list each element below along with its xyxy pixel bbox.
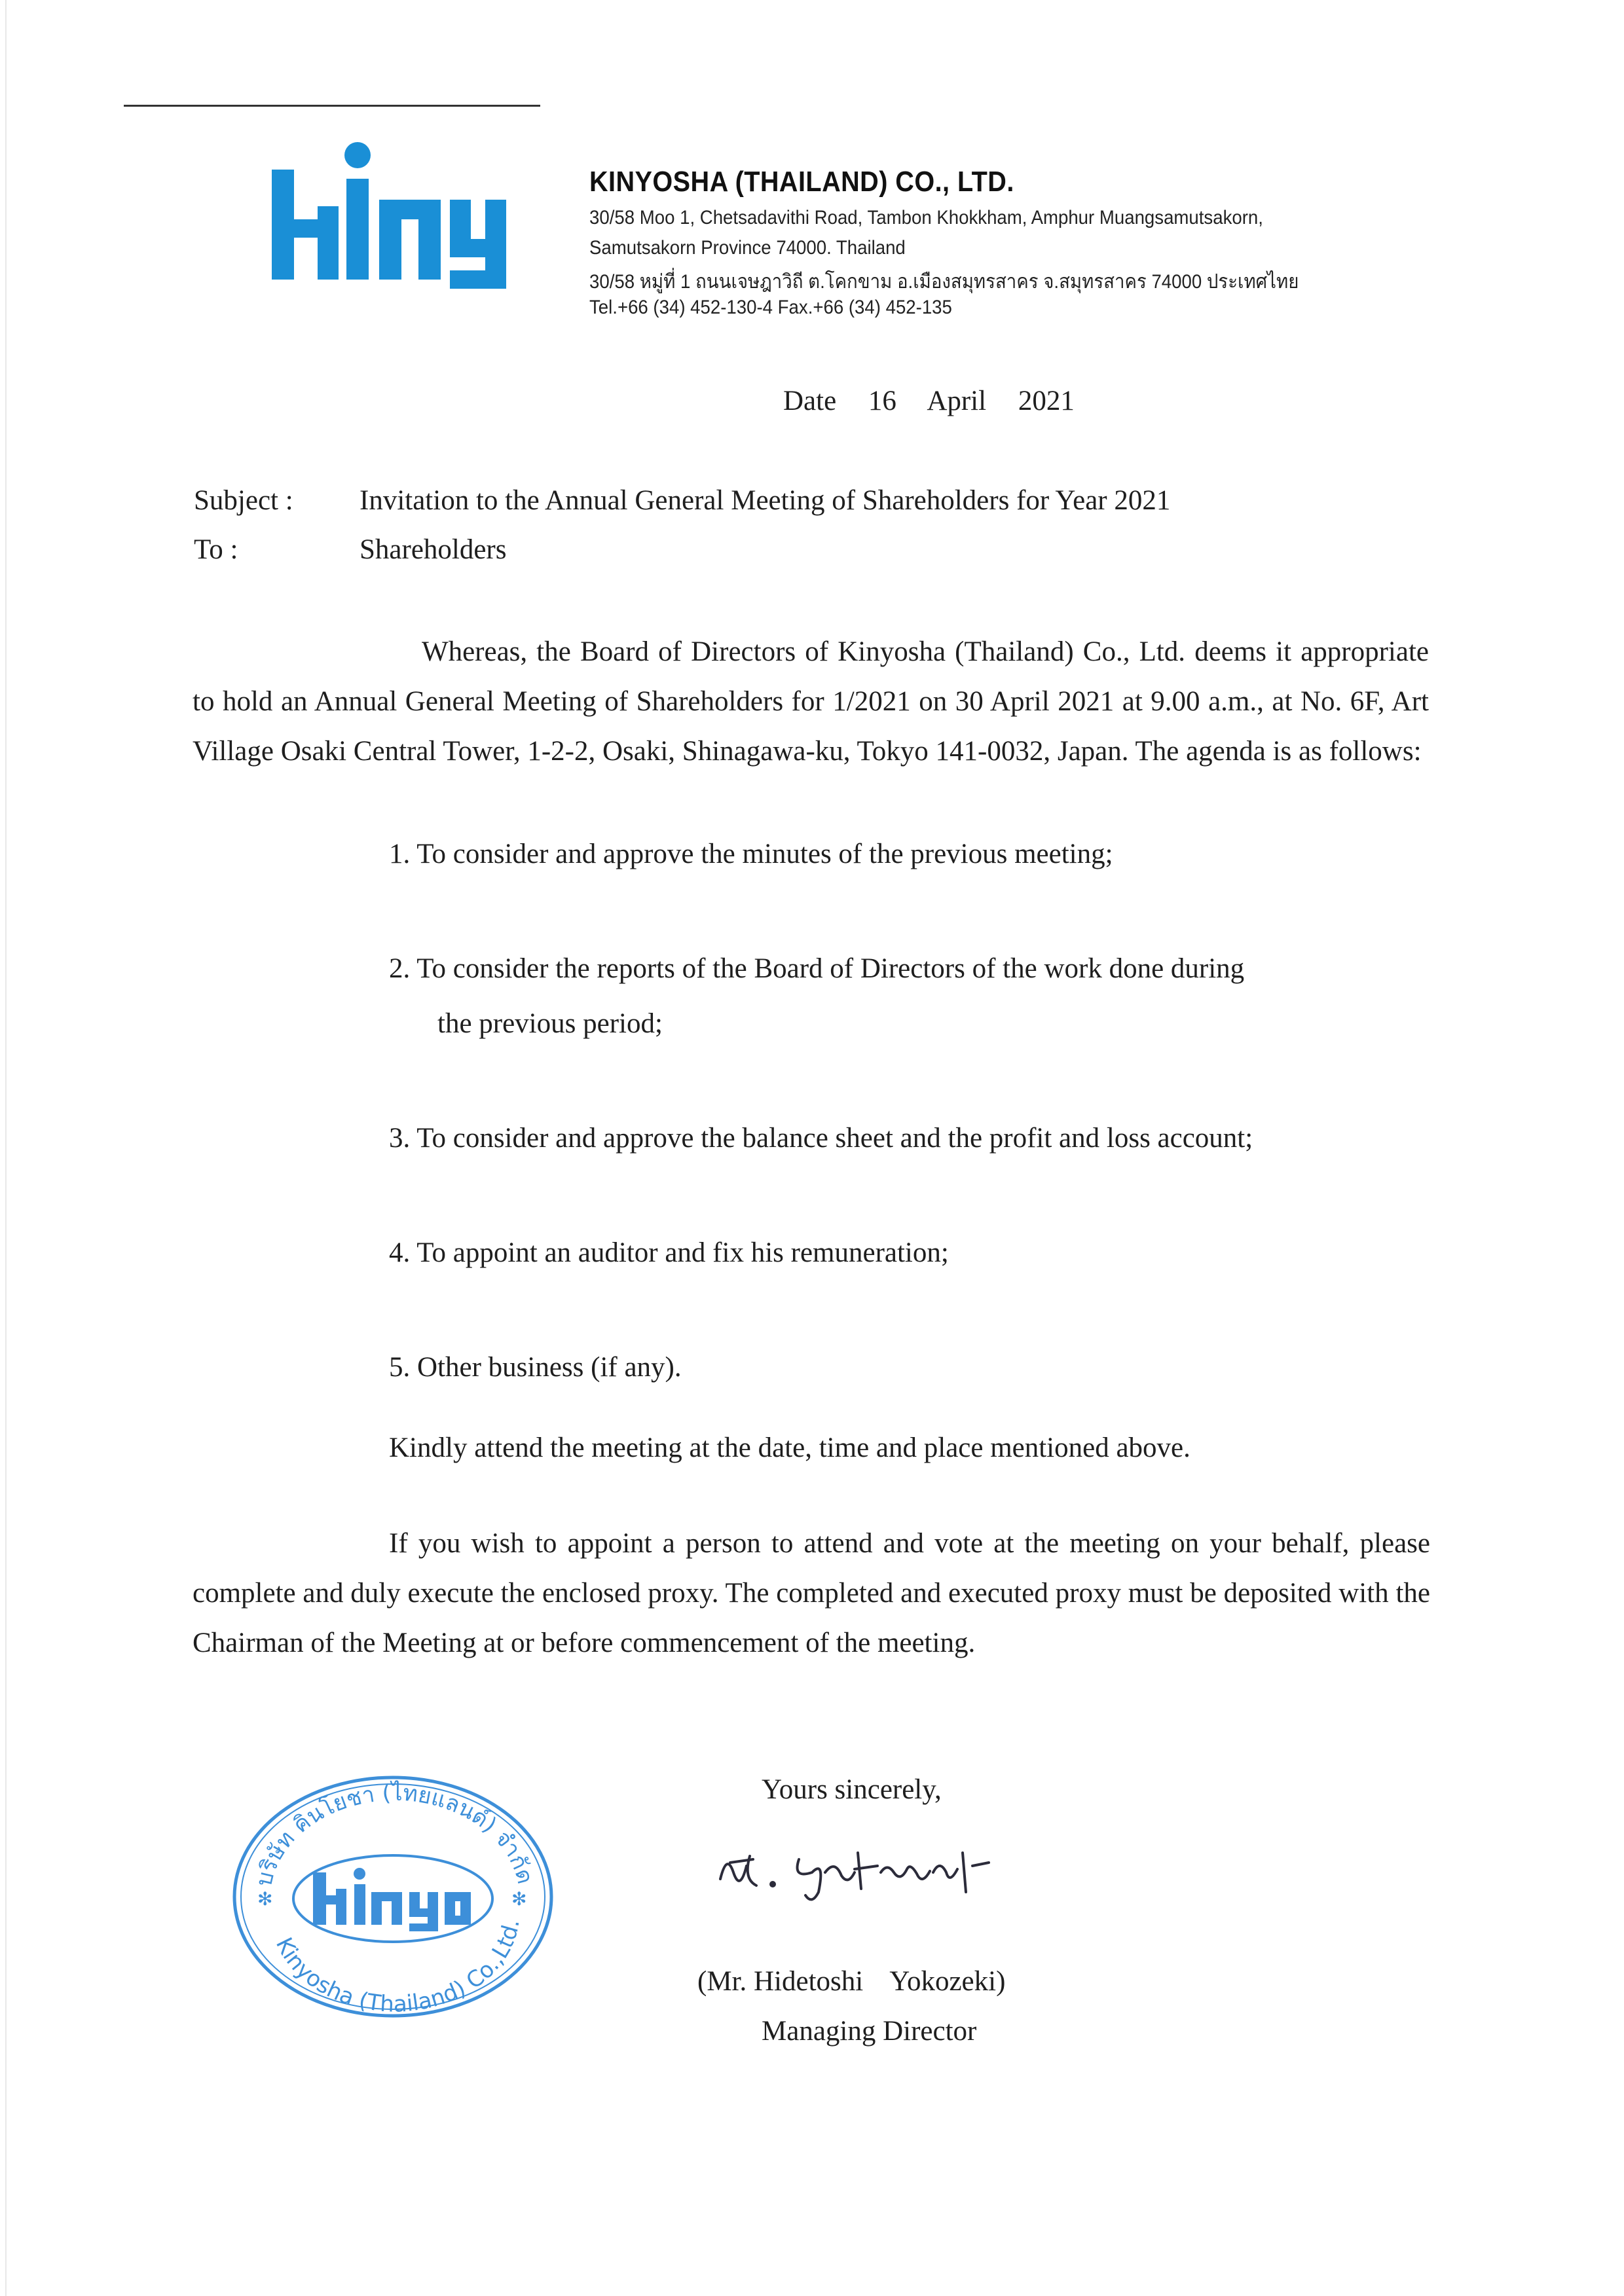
- date-year: 2021: [1018, 386, 1075, 416]
- address-line-1: 30/58 Moo 1, Chetsadavithi Road, Tambon Khokkham, Amphur Muangsamutsakorn,: [589, 207, 1263, 228]
- svg-text:✻: ✻: [257, 1888, 273, 1910]
- scan-edge-line: [5, 0, 7, 2296]
- address-line-thai: 30/58 หมู่ที่ 1 ถนนเจษฎาวิถี ต.โคกขาม อ.เมืองสมุทรสาคร จ.สมุทรสาคร 74000 ประเทศไทย: [589, 271, 1299, 293]
- date-day: 16: [868, 386, 896, 416]
- seal-bottom-text: Kinyosha (Thailand) Co.,Ltd.: [270, 1918, 525, 2018]
- date-month: April: [927, 386, 987, 416]
- intro-text: Whereas, the Board of Directors of Kinyosha (Thailand) Co., Ltd. deems it appropriate to hold an Annual General Meeting of Shareholders for 1/2021 on 30 April 2021 at 9.00 a.m., at No. 6F, Art Village Osaki Central Tower, 1-2-2, Osaki, Shinagawa-ku, Tokyo 141-0032, Japan. The agenda is as follows:: [193, 636, 1429, 767]
- agenda-item-5: 5. Other business (if any).: [389, 1352, 682, 1383]
- agenda-item-2-cont: the previous period;: [437, 1008, 663, 1039]
- signatory-name-last: Yokozeki): [889, 1966, 1006, 1997]
- signature: [714, 1833, 995, 1905]
- proxy-text: If you wish to appoint a person to attend and vote at the meeting on your behalf, please complete and duly execute the enclosed proxy. The completed and executed proxy must be deposited with the Chairman of the Meeting at or before commencement of the meeting.: [193, 1528, 1430, 1658]
- attend-note: Kindly attend the meeting at the date, time and place mentioned above.: [389, 1432, 1190, 1463]
- intro-paragraph: [193, 627, 1429, 776]
- signatory-title: Managing Director: [762, 2016, 977, 2047]
- agenda-item-4: 4. To appoint an auditor and fix his remuneration;: [389, 1237, 949, 1268]
- company-name: KINYOSHA (THAILAND) CO., LTD.: [589, 166, 1014, 198]
- agenda-item-3: 3. To consider and approve the balance sheet and the profit and loss account;: [389, 1123, 1253, 1154]
- company-seal: [231, 1774, 555, 2019]
- date-label: Date: [783, 386, 837, 416]
- svg-text:Kinyosha (Thailand) Co.,Ltd.: [270, 1918, 525, 2017]
- svg-text:✻: ✻: [511, 1888, 527, 1910]
- kinyo-logo: [270, 141, 521, 290]
- valediction: Yours sincerely,: [762, 1774, 942, 1805]
- to-label: To :: [194, 534, 238, 565]
- agenda-item-2: 2. To consider the reports of the Board of Directors of the work done during: [389, 953, 1245, 984]
- svg-text:บริษัท คินโยชา (ไทยแลนด์) จำกั: [251, 1780, 538, 1889]
- header-rule: [124, 105, 540, 107]
- contact-line: Tel.+66 (34) 452-130-4 Fax.+66 (34) 452-135: [589, 297, 952, 318]
- date-line: [783, 387, 1075, 415]
- subject-value: Invitation to the Annual General Meeting of Shareholders for Year 2021: [360, 485, 1171, 516]
- signatory-name-first: (Mr. Hidetoshi: [697, 1966, 864, 1997]
- seal-top-text: บริษัท คินโยชา (ไทยแลนด์) จำกัด: [251, 1779, 539, 1889]
- address-line-2: Samutsakorn Province 74000. Thailand: [589, 237, 906, 259]
- to-value: Shareholders: [360, 534, 507, 565]
- subject-label: Subject :: [194, 485, 293, 516]
- signatory-name: [697, 1967, 1005, 1995]
- proxy-paragraph: [193, 1519, 1430, 1668]
- agenda-item-1: 1. To consider and approve the minutes of the previous meeting;: [389, 839, 1113, 869]
